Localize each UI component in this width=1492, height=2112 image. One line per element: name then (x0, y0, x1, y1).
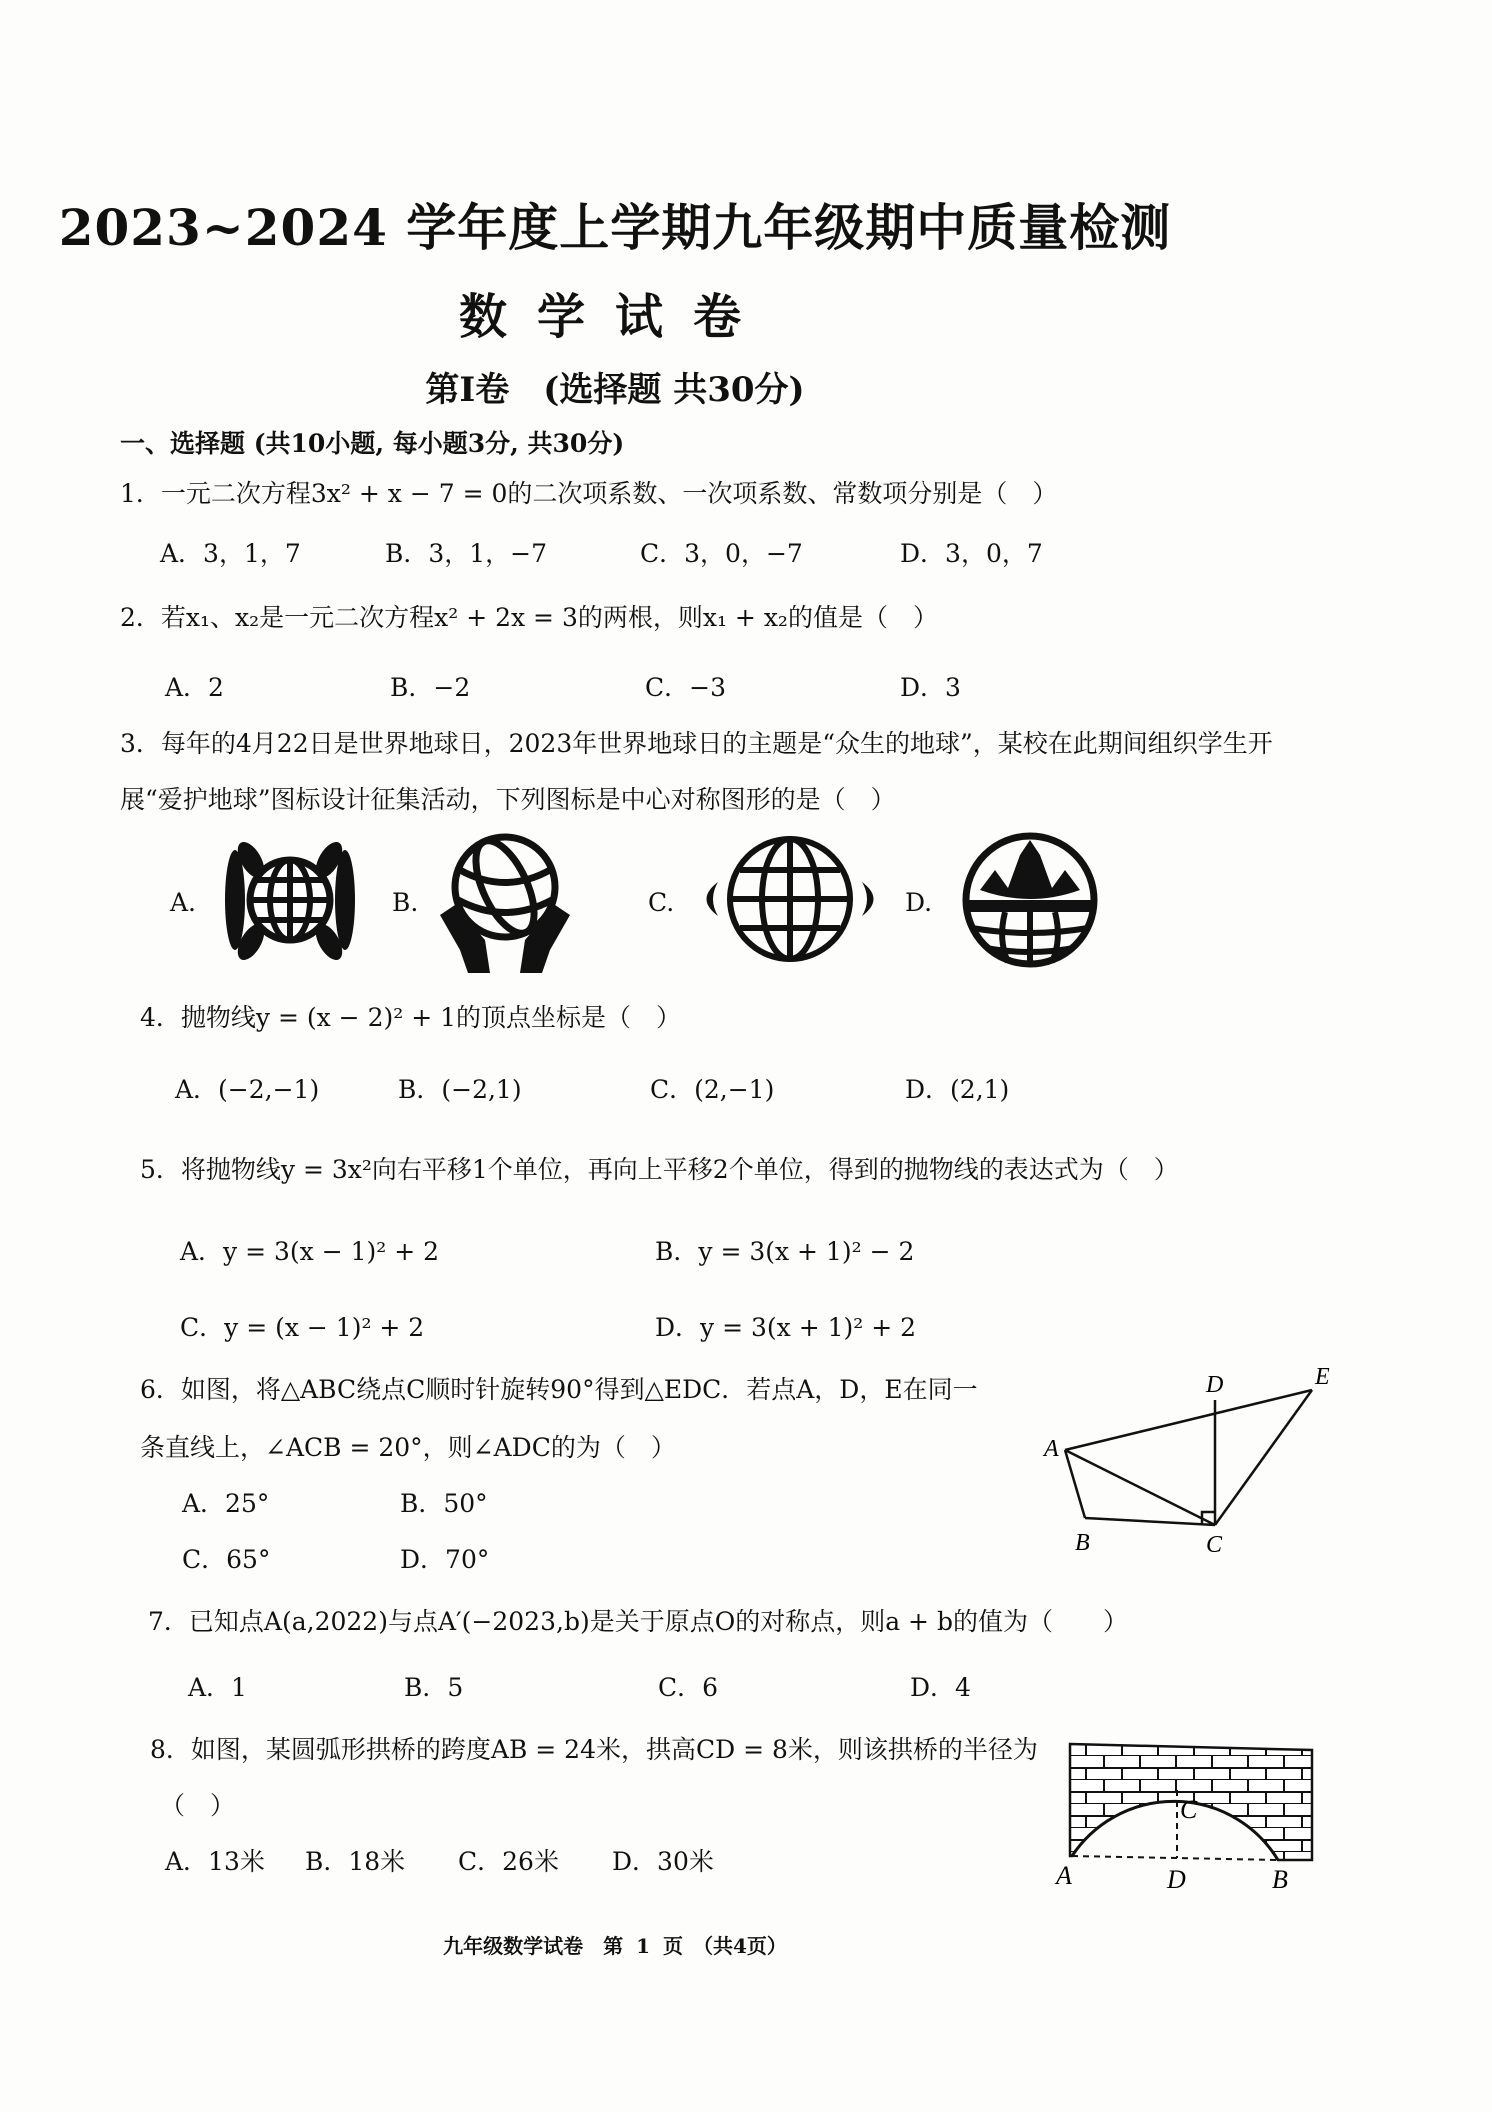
question-2-option-c: C．−3 (645, 673, 726, 702)
question-4-option-b: B．(−2,1) (398, 1075, 522, 1104)
globe-crown-icon (950, 830, 1110, 970)
question-1-option-b: B．3，1，−7 (385, 539, 548, 568)
question-4-option-a: A．(−2,−1) (175, 1075, 320, 1104)
globe-brackets-icon (690, 832, 890, 967)
q8-label-b: B (1272, 1865, 1288, 1892)
question-2-option-b: B．−2 (390, 673, 471, 702)
globe-laurel-icon (215, 830, 365, 970)
question-5-option-c: C．y = (x − 1)² + 2 (180, 1313, 425, 1342)
question-2-option-d: D．3 (900, 673, 961, 702)
q8-label-a: A (1056, 1861, 1072, 1890)
question-6-figure (1030, 1360, 1330, 1560)
question-2-option-a: A．2 (165, 673, 224, 702)
question-6-option-a: A．25° (182, 1489, 270, 1518)
question-4-option-d: D．(2,1) (905, 1075, 1010, 1104)
question-8-stem-line1: 8．如图，某圆弧形拱桥的跨度AB = 24米，拱高CD = 8米，则该拱桥的半径为 (150, 1735, 1038, 1764)
question-1-stem: 1．一元二次方程3x² + x − 7 = 0的二次项系数、一次项系数、常数项分别是（ ） (120, 479, 1058, 508)
question-6-option-d: D．70° (400, 1545, 490, 1574)
question-8-bridge-figure (1050, 1732, 1330, 1892)
question-1-option-c: C．3，0，−7 (640, 539, 803, 568)
question-1-option-d: D．3，0，7 (900, 539, 1043, 568)
question-3-option-a: A. (170, 888, 197, 917)
question-8-option-c: C．26米 (458, 1847, 559, 1876)
question-7-option-c: C．6 (658, 1673, 719, 1702)
globe-hands-icon (430, 825, 580, 975)
exam-title: 2023~2024 学年度上学期九年级期中质量检测 (58, 198, 1172, 257)
question-7-option-b: B．5 (404, 1673, 464, 1702)
question-6-option-b: B．50° (400, 1489, 488, 1518)
question-3-option-b: B. (392, 888, 419, 917)
question-8-stem-line2: （ ） (160, 1791, 236, 1820)
volume-title: 第Ⅰ卷 (选择题 共30分) (425, 370, 805, 410)
question-1-option-a: A．3，1，7 (160, 539, 301, 568)
question-3-stem-line1: 3．每年的4月22日是世界地球日，2023年世界地球日的主题是“众生的地球”，某校在此期间组织学生开 (120, 729, 1273, 758)
question-6-stem-line1: 6．如图，将△ABC绕点C顺时针旋转90°得到△EDC．若点A，D，E在同一 (140, 1375, 978, 1404)
q8-label-d: D (1167, 1865, 1186, 1892)
question-5-option-d: D．y = 3(x + 1)² + 2 (655, 1313, 917, 1342)
question-8-option-a: A．13米 (165, 1847, 265, 1876)
question-6-option-c: C．65° (182, 1545, 271, 1574)
question-3-stem-line2: 展“爱护地球”图标设计征集活动，下列图标是中心对称图形的是（ ） (120, 785, 896, 814)
q6-label-c: C (1206, 1532, 1223, 1558)
section-title: 一、选择题 (共10小题, 每小题3分, 共30分) (120, 429, 625, 458)
q8-label-c: C (1180, 1795, 1198, 1824)
question-3-option-c: C. (648, 888, 675, 917)
question-5-stem: 5．将抛物线y = 3x²向右平移1个单位，再向上平移2个单位，得到的抛物线的表达式为（ ） (140, 1155, 1179, 1184)
page-footer: 九年级数学试卷 第 1 页 （共4页） (443, 1934, 787, 1958)
question-7-option-a: A．1 (188, 1673, 247, 1702)
subject-title: 数学试卷 (458, 289, 771, 345)
question-8-option-b: B．18米 (305, 1847, 406, 1876)
q6-label-a: A (1044, 1436, 1059, 1462)
question-8-option-d: D．30米 (612, 1847, 714, 1876)
question-7-stem: 7．已知点A(a,2022)与点A′(−2023,b)是关于原点O的对称点，则a + b的值为（ ） (148, 1607, 1128, 1636)
question-5-option-a: A．y = 3(x − 1)² + 2 (180, 1237, 440, 1266)
question-5-option-b: B．y = 3(x + 1)² − 2 (655, 1237, 915, 1266)
q6-label-b: B (1075, 1530, 1090, 1556)
question-2-stem: 2．若x₁、x₂是一元二次方程x² + 2x = 3的两根，则x₁ + x₂的值是（ ） (120, 603, 938, 632)
question-4-option-c: C．(2,−1) (650, 1075, 775, 1104)
question-3-option-d: D. (905, 888, 933, 917)
question-6-stem-line2: 条直线上，∠ACB = 20°，则∠ADC的为（ ） (140, 1433, 676, 1462)
question-7-option-d: D．4 (910, 1673, 971, 1702)
q6-label-e: E (1315, 1364, 1330, 1390)
q6-label-d: D (1206, 1372, 1224, 1398)
question-4-stem: 4．抛物线y = (x − 2)² + 1的顶点坐标是（ ） (140, 1003, 681, 1032)
